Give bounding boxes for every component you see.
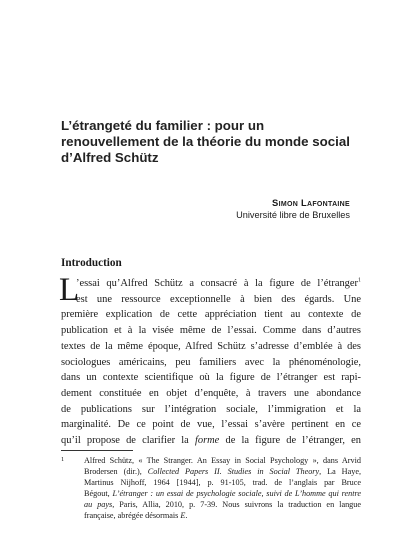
paragraph-line: marginalité. De ce point de vue, l’essai s’avère pertinent en ce bbox=[61, 419, 361, 431]
footnote-text: Alfred Schütz, « The Stranger. An Essay in Social Psychology », dans Arvid Brodersen (dir.), Collected Papers II. Studies in Social Theory, La Haye, Martinus Nijhoff, 1964 [1944], p. 91-105, trad. de l’anglais par Bruce Bégout, L’étranger : un essai de psychologie sociale, suivi de L’homme qui rentre au pays, Paris, Allia, 2010, p. 7-39. Nous suivrons la traduction en langue française, abrégée désormais E. bbox=[84, 456, 362, 521]
paragraph-line: publication et à la visée même de l’essai. Comme dans d’autres bbox=[61, 325, 361, 337]
author-affiliation: Université libre de Bruxelles bbox=[236, 210, 350, 220]
footnote-separator bbox=[61, 450, 133, 451]
drop-cap: L bbox=[59, 272, 80, 308]
paragraph-line: de publications sur l’intégration sociale, l’immigration et la bbox=[61, 403, 361, 415]
author-block bbox=[236, 196, 350, 221]
paragraph-line: dans un contexte scientifique où la figure de l’étranger est rapi- bbox=[61, 372, 361, 384]
author-name: Simon Lafontaine bbox=[272, 197, 350, 208]
paragraph-line: est une ressource exceptionnelle à bien des égards. Une bbox=[76, 293, 361, 305]
introduction-paragraph bbox=[59, 272, 362, 449]
paragraph-line: sociologues américains, peu familiers avec la phénoménologie, bbox=[61, 356, 361, 368]
paragraph-line: qu’il propose de clarifier la forme de la figure de l’étranger, en bbox=[61, 435, 362, 447]
footnote bbox=[61, 455, 361, 522]
paragraph-line: textes de la même époque, Alfred Schütz s’adresse d’emblée à des bbox=[61, 340, 361, 352]
footnote-number: 1 bbox=[61, 456, 65, 463]
article-title: L’étrangeté du familier : pour un renouvellement de la théorie du monde social d’Alfred Schütz bbox=[61, 118, 350, 165]
paragraph-line: dement constituée en objet d’enquête, à travers une abondance bbox=[61, 387, 361, 399]
footnote-reference[interactable]: 1 bbox=[358, 277, 361, 284]
emphasis-text: forme bbox=[194, 435, 220, 447]
paragraph-line: ’essai qu’Alfred Schütz a consacré à la figure de l’étranger$^1$ bbox=[76, 277, 361, 289]
paragraph-line: première explication de cette appréciation tient au contexte de bbox=[61, 309, 361, 321]
section-heading: Introduction bbox=[61, 257, 122, 269]
